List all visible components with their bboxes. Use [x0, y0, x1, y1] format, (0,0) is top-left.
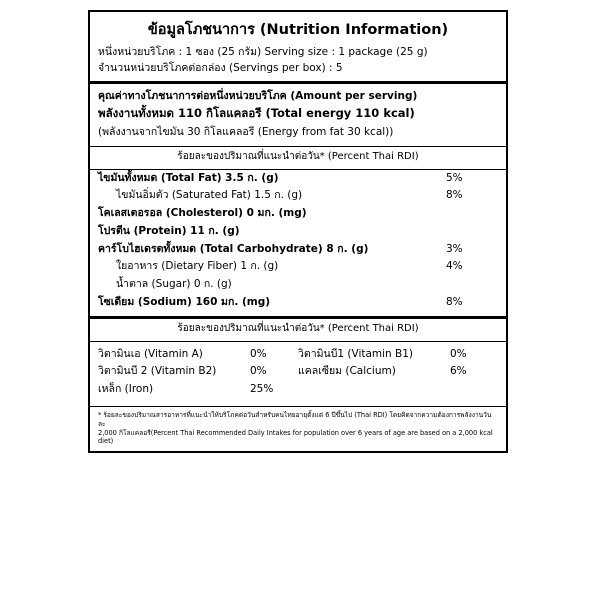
- vitamin-cell: [298, 347, 498, 363]
- vitamin-percent: 0%: [250, 347, 267, 360]
- page-title: ข้อมูลโภชนาการ (Nutrition Information): [147, 22, 449, 38]
- amount-per-serving-heading: คุณค่าทางโภชนาการต่อหนึ่งหน่วยบริโภค (Amount per serving): [98, 89, 418, 102]
- nutrient-name: คาร์โบไฮเดรตทั้งหมด (Total Carbohydrate) 8 ก. (g): [98, 242, 369, 255]
- vitamin-name: วิตามินเอ (Vitamin A): [98, 347, 203, 360]
- total-energy-line: พลังงานทั้งหมด 110 กิโลแคลอรี (Total energy 110 kcal): [98, 105, 415, 120]
- vitamin-name: วิตามินบี 2 (Vitamin B2): [98, 365, 217, 378]
- nutrient-name: ไขมันอิ่มตัว (Saturated Fat) 1.5 ก. (g): [116, 189, 303, 202]
- vitamin-cell: [98, 382, 298, 398]
- vitamin-name: เหล็ก (Iron): [98, 383, 154, 395]
- table-row: [90, 187, 506, 205]
- table-row: [90, 241, 506, 259]
- nutrient-name: ไขมันทั้งหมด (Total Fat) 3.5 ก. (g): [98, 171, 279, 184]
- vitamin-cell: [298, 382, 498, 398]
- table-row: [90, 294, 506, 312]
- nutrient-percent: 8%: [446, 295, 463, 308]
- vitamin-percent: 0%: [450, 347, 467, 360]
- table-row: [90, 381, 506, 399]
- nutrient-name: ใยอาหาร (Dietary Fiber) 1 ก. (g): [116, 260, 279, 273]
- vitamin-percent: 25%: [250, 383, 274, 395]
- table-row: [90, 363, 506, 381]
- percent-thai-rdi-heading: ร้อยละของปริมาณที่แนะนำต่อวัน* (Percent Thai RDI): [177, 150, 419, 162]
- percent-thai-rdi-heading-2: ร้อยละของปริมาณที่แนะนำต่อวัน* (Percent Thai RDI): [177, 322, 419, 334]
- energy-from-fat-line: (พลังงานจากไขมัน 30 กิโลแคลอรี (Energy from fat 30 kcal)): [98, 125, 394, 138]
- footnote-line-2: 2,000 กิโลแคลอรี(Percent Thai Recommended Daily Intakes for population over 6 years of age are based on a 2,000 kcal diet): [98, 428, 493, 446]
- table-row: [90, 276, 506, 294]
- footnote-line-1: * ร้อยละของปริมาณสารอาหารที่แนะนำให้บริโภคต่อวันสำหรับคนไทยอายุตั้งแต่ 6 ปีขึ้นไป (Thai RDI) โดยคิดจากความต้องการพลังงานวันละ: [98, 410, 492, 428]
- vitamin-name: [298, 382, 450, 398]
- table-row: [90, 205, 506, 223]
- nutrient-name: โคเลสเตอรอล (Cholesterol) 0 มก. (mg): [98, 207, 307, 219]
- serving-size-line: หนึ่งหน่วยบริโภค : 1 ซอง (25 กรัม) Serving size : 1 package (25 g): [98, 46, 428, 58]
- nutrient-percent: 4%: [446, 260, 463, 273]
- table-row: [90, 170, 506, 188]
- vitamin-percent: 6%: [450, 365, 467, 378]
- footnote: [90, 407, 506, 452]
- nutrient-percent: 5%: [446, 171, 463, 184]
- nutrient-percent: 8%: [446, 189, 463, 202]
- nutrient-percent: 3%: [446, 242, 463, 255]
- vitamin-grid: [90, 342, 506, 403]
- vitamin-percent: [450, 382, 498, 398]
- vitamin-cell: [98, 364, 298, 380]
- vitamin-percent: 0%: [250, 365, 267, 378]
- vitamin-cell: [298, 364, 498, 380]
- nutrient-name: โปรตีน (Protein) 11 ก. (g): [98, 224, 240, 237]
- servings-per-box-line: จำนวนหน่วยบริโภคต่อกล่อง (Servings per box) : 5: [98, 61, 343, 74]
- table-row: [90, 223, 506, 241]
- nutrient-list: [90, 170, 506, 312]
- vitamin-name: แคลเซียม (Calcium): [298, 365, 396, 378]
- vitamin-name: วิตามินบี1 (Vitamin B1): [298, 347, 414, 360]
- nutrient-name: น้ำตาล (Sugar) 0 ก. (g): [116, 278, 232, 290]
- nutrient-name: โซเดียม (Sodium) 160 มก. (mg): [98, 295, 271, 308]
- table-row: [90, 258, 506, 276]
- vitamin-cell: [98, 347, 298, 363]
- nutrition-label: [88, 10, 508, 453]
- table-row: [90, 346, 506, 364]
